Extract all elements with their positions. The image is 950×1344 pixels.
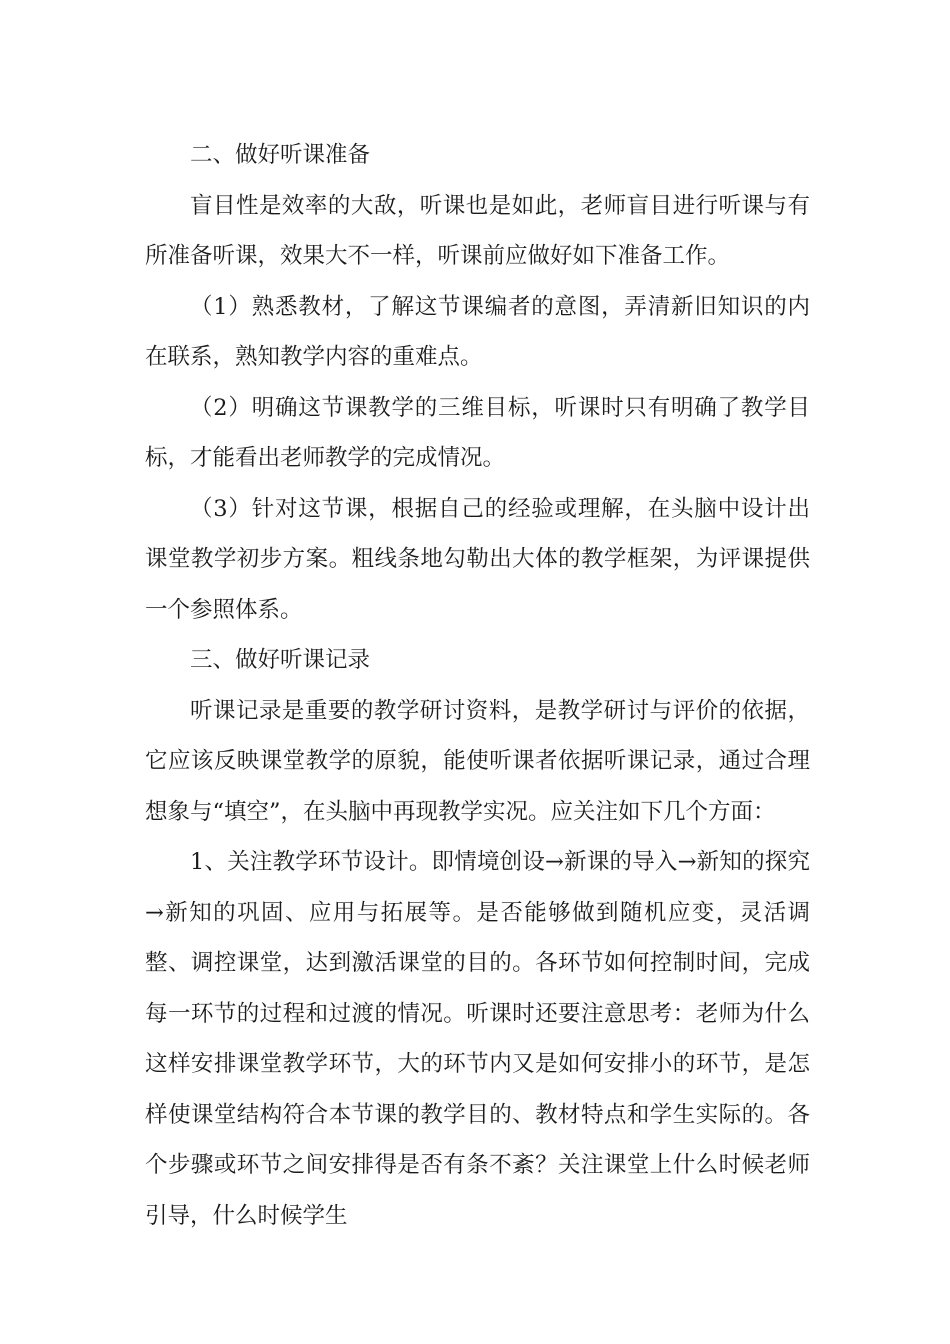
paragraph-item-2: （2）明确这节课教学的三维目标，听课时只有明确了教学目标，才能看出老师教学的完成情况。 (145, 394, 810, 471)
section-heading-recording: 三、做好听课记录 (190, 647, 371, 673)
paragraph-preparation-intro: 盲目性是效率的大敌，听课也是如此，老师盲目进行听课与有所准备听课，效果大不一样，听课前应做好如下准备工作。 (145, 192, 810, 269)
paragraph-item-1: （1）熟悉教材，了解这节课编者的意图，弄清新旧知识的内在联系，熟知教学内容的重难点。 (145, 293, 810, 370)
document-body (145, 130, 810, 1241)
paragraph-recording-intro: 听课记录是重要的教学研讨资料，是教学研讨与评价的依据，它应该反映课堂教学的原貌，能使听课者依据听课记录，通过合理想象与“填空”，在头脑中再现教学实况。应关注如下几个方面： (145, 697, 810, 825)
paragraph-point-1: 1、关注教学环节设计。即情境创设→新课的导入→新知的探究→新知的巩固、应用与拓展等。是否能够做到随机应变，灵活调整、调控课堂，达到激活课堂的目的。各环节如何控制时间，完成每一环节的过程和过渡的情况。听课时还要注意思考：老师为什么这样安排课堂教学环节，大的环节内又是如何安排小的环节，是怎样使课堂结构符合本节课的教学目的、教材特点和学生实际的。各个步骤或环节之间安排得是否有条不紊？关注课堂上什么时候老师引导，什么时候学生 (145, 849, 810, 1229)
paragraph-item-3: （3）针对这节课，根据自己的经验或理解，在头脑中设计出课堂教学初步方案。粗线条地勾勒出大体的教学框架，为评课提供一个参照体系。 (145, 495, 810, 623)
section-heading-preparation: 二、做好听课准备 (190, 142, 371, 168)
